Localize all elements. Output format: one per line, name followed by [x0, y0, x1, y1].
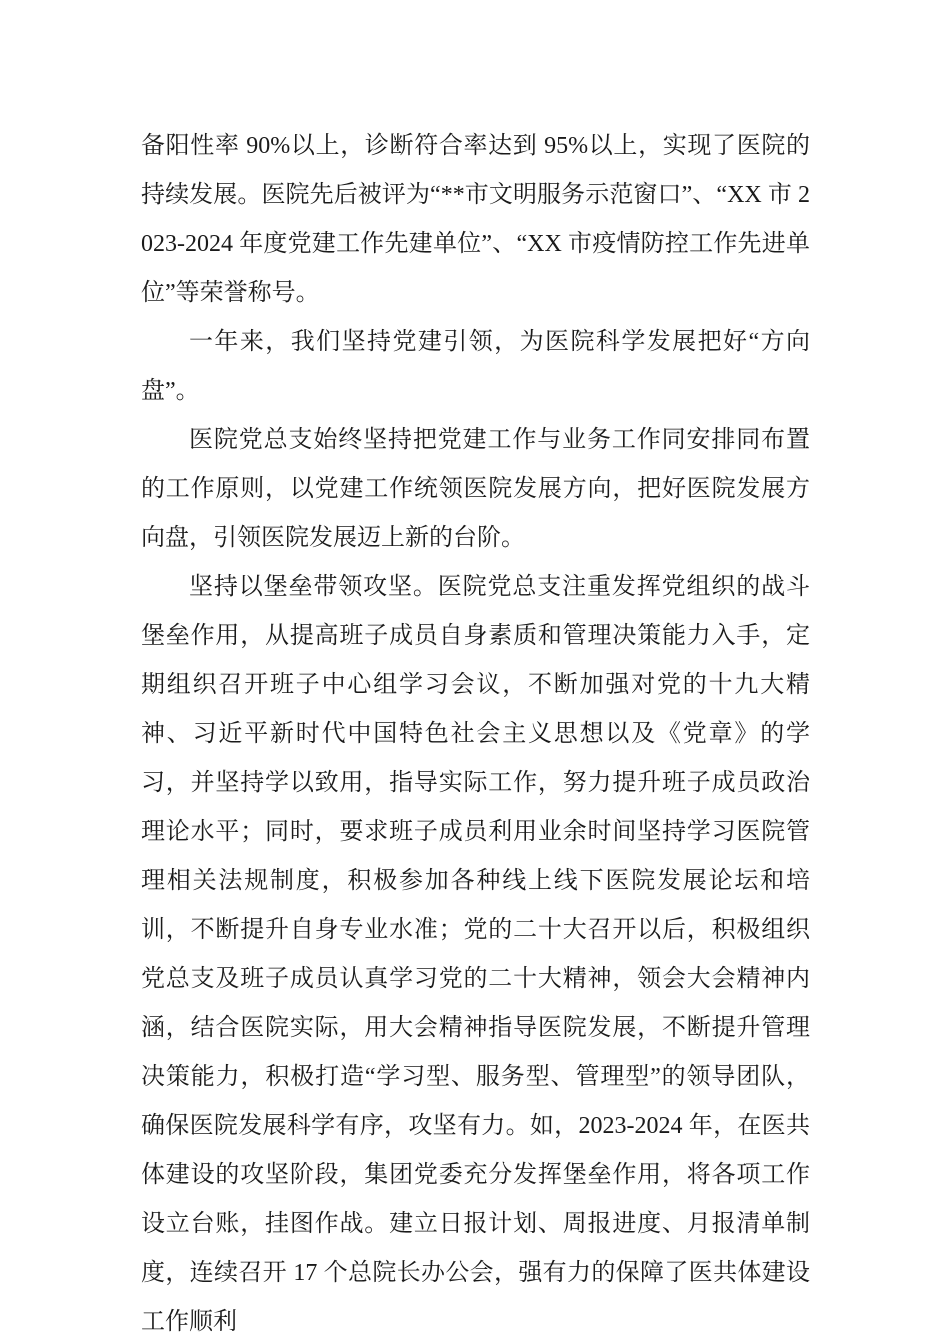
paragraph-continuation: 备阳性率 90%以上，诊断符合率达到 95%以上，实现了医院的持续发展。医院先后被评为“**市文明服务示范窗口”、“XX 市 2023-2024 年度党建工作先建单位”、“XX 市疫情防控工作先进单位”等荣誉称号。 — [141, 133, 810, 306]
paragraph-lead-in: 一年来，我们坚持党建引领，为医院科学发展把好“方向盘”。 — [141, 329, 810, 404]
document-body — [141, 122, 810, 1344]
paragraph-fortress: 坚持以堡垒带领攻坚。医院党总支注重发挥党组织的战斗堡垒作用，从提高班子成员自身素质和管理决策能力入手，定期组织召开班子中心组学习会议，不断加强对党的十九大精神、习近平新时代中国特色社会主义思想以及《党章》的学习，并坚持学以致用，指导实际工作，努力提升班子成员政治理论水平；同时，要求班子成员利用业余时间坚持学习医院管理相关法规制度，积极参加各种线上线下医院发展论坛和培训，不断提升自身专业水准；党的二十大召开以后，积极组织党总支及班子成员认真学习党的二十大精神，领会大会精神内涵，结合医院实际，用大会精神指导医院发展，不断提升管理决策能力，积极打造“学习型、服务型、管理型”的领导团队，确保医院发展科学有序，攻坚有力。如，2023-2024 年，在医共体建设的攻坚阶段，集团党委充分发挥堡垒作用，将各项工作设立台账，挂图作战。建立日报计划、周报进度、月报清单制度，连续召开 17 个总院长办公会，强有力的保障了医共体建设工作顺利 — [141, 574, 810, 1335]
paragraph-principle: 医院党总支始终坚持把党建工作与业务工作同安排同布置的工作原则，以党建工作统领医院发展方向，把好医院发展方向盘，引领医院发展迈上新的台阶。 — [141, 427, 810, 551]
